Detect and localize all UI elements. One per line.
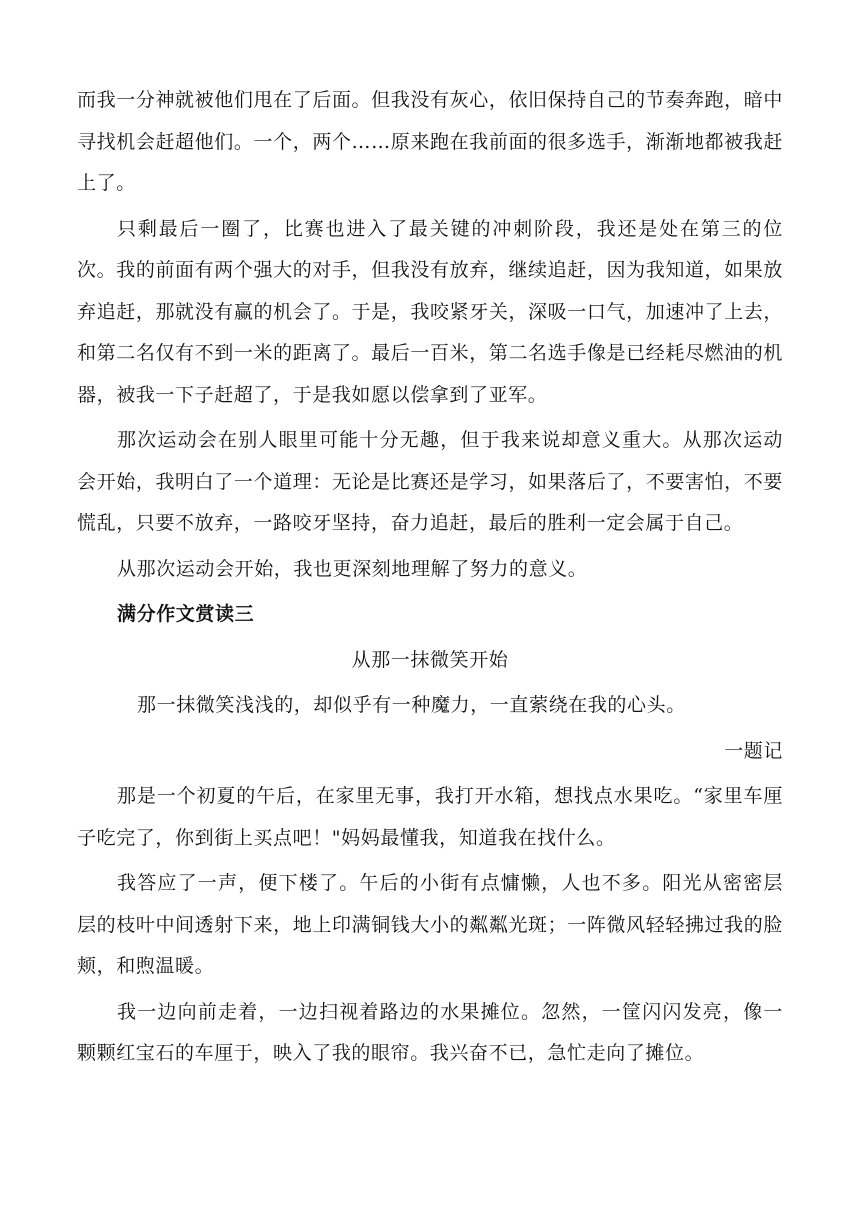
epigraph: 那一抹微笑浅浅的，却似乎有一种魔力，一直萦绕在我的心头。 <box>137 694 686 716</box>
epigraph-note: 一题记 <box>724 739 783 762</box>
paragraph-conclusion: 从那次运动会开始，我也更深刻地理解了努力的意义。 <box>117 557 588 580</box>
paragraph-fruit-stall: 我一边向前走着，一边扫视着路边的水果摊位。忽然，一筐闪闪发亮，像一颗颗红宝石的车厘于，映入了我的眼帘。我兴奋不已，急忙走向了摊位。 <box>77 1000 783 1064</box>
essay-title: 从那一抹微笑开始 <box>351 648 509 671</box>
paragraph-final-lap: 只剩最后一圈了，比赛也进入了最关键的冲刺阶段，我还是处在第三的位次。我的前面有两个强大的对手，但我没有放弃，继续追赶，因为我知道，如果放弃追赶，那就没有赢的机会了。于是，我咬紧牙关，深吸一口气，加速冲了上去，和第二名仅有不到一米的距离了。最后一百米，第二名选手像是已经耗尽燃油的机器，被我一下子赶超了，于是我如愿以偿拿到了亚军。 <box>77 217 783 406</box>
paragraph-street: 我答应了一声，便下楼了。午后的小街有点慵懒，人也不多。阳光从密密层层的枝叶中间透射下来，地上印满铜钱大小的粼粼光斑；一阵微风轻轻拂过我的脸颊，和煦温暖。 <box>77 872 783 977</box>
section-heading: 满分作文赏读三 <box>117 603 255 625</box>
paragraph-lesson: 那次运动会在别人眼里可能十分无趣，但于我来说却意义重大。从那次运动会开始，我明白了一个道理：无论是比赛还是学习，如果落后了，不要害怕，不要慌乱，只要不放弃，一路咬牙坚持，奋力追赶，最后的胜利一定会属于自己。 <box>77 429 783 534</box>
paragraph-continued: 而我一分神就被他们甩在了后面。但我没有灰心，依旧保持自己的节奏奔跑，暗中寻找机会赶超他们。一个，两个……原来跑在我前面的很多选手，渐渐地都被我赶上了。 <box>77 89 783 194</box>
document-page <box>77 80 783 1079</box>
paragraph-afternoon: 那是一个初夏的午后，在家里无事，我打开水箱，想找点水果吃。“家里车厘子吃完了，你到街上买点吧！"妈妈最懂我，知道我在找什么。 <box>77 785 783 849</box>
